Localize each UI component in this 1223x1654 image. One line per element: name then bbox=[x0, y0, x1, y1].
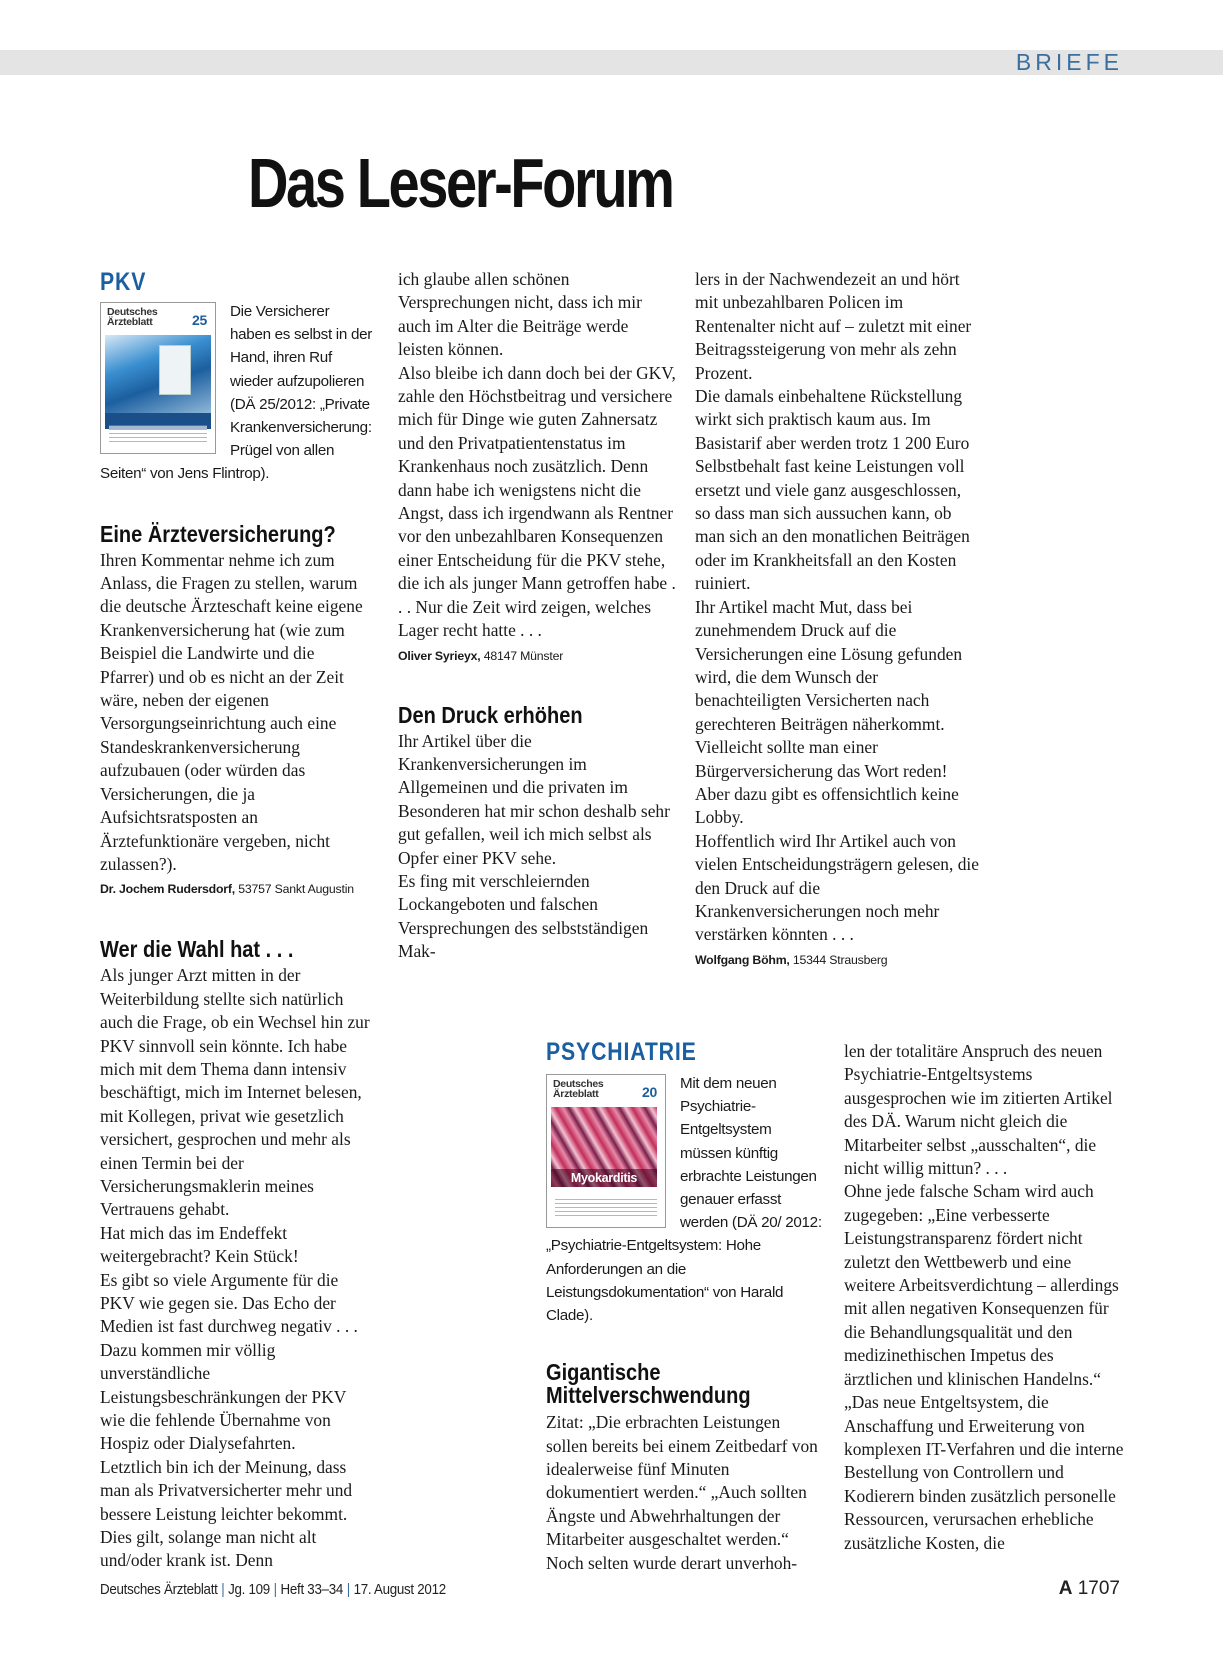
category-psychiatrie: PSYCHIATRIE bbox=[546, 1038, 697, 1066]
footer-citation: Deutsches Ärzteblatt | Jg. 109 | Heft 33–34 | 17. August 2012 bbox=[100, 1582, 446, 1598]
cover-thumbnail-psychiatrie bbox=[546, 1074, 666, 1228]
letter-headline: Eine Ärzteversicherung? bbox=[100, 520, 336, 547]
letter-headline: Gigantische Mittelverschwendung bbox=[546, 1359, 751, 1409]
column-3 bbox=[695, 268, 980, 970]
letter-body: Ihr Artikel über die Krankenversicherungen im Allgemeinen und die privaten im Besonderen hat mir schon deshalb sehr gut gefallen, weil ich mich selbst als Opfer einer PKV sehe. Es fing mit verschleiernden Lockangeboten und falschen Versprechungen des selbstständigen Mak- bbox=[398, 730, 670, 962]
letter-body: ich glaube allen schönen Versprechungen nicht, dass ich mir auch im Alter die Beiträge werde leisten können. Also bleibe ich dann doch bei der GKV, zahle den Höchstbeitrag und versichere mich für Dinge wie guten Zahnersatz und den Privatpatientenstatus im Krankenhaus noch zusätzlich. Denn dann habe ich wenigstens nicht die Angst, dass ich irgendwann als Rentner vor den unbezahlbaren Konsequenzen einer Entscheidung für die PKV stehe, die ich als junger Mann getroffen habe . . . Nur die Zeit wird zeigen, welches Lager recht hatte . . . bbox=[398, 269, 676, 641]
letter-signature: Oliver Syrieyx, 48147 Münster bbox=[398, 648, 564, 663]
letter-body: Ihren Kommentar nehme ich zum Anlass, die Fragen zu stellen, warum die deutsche Ärzteschaft keine eigene Krankenversicherung hat (wie zum Beispiel die Landwirte und die Pfarrer) und ob es nicht an der Zeit wäre, neben der eigenen Versorgungseinrichtung auch eine Standeskrankenversicherung aufzubauen (oder würden das Versicherungen, die ja Aufsichtsratsposten an Ärztefunktionäre vergeben, nicht zulassen?). bbox=[100, 549, 363, 874]
cover-thumbnail-pkv bbox=[100, 302, 216, 454]
psychiatrie-intro-text: Mit dem neuen Psychiatrie-Entgeltsystem müssen künftig erbrachte Leistungen genauer erfasst werden (DÄ 20/ 2012: „Psychiatrie-Entgeltsystem: Hohe Anforderungen an die Leistungsdokumentation“ von Harald Clade). bbox=[546, 1075, 822, 1325]
letter-headline: Den Druck erhöhen bbox=[398, 701, 583, 728]
psychiatrie-column-1 bbox=[546, 1038, 822, 1575]
category-pkv: PKV bbox=[100, 268, 147, 296]
cover-photo bbox=[105, 335, 211, 413]
psychiatrie-intro-block bbox=[546, 1072, 822, 1327]
column-1 bbox=[100, 268, 372, 1573]
letter-signature: Wolfgang Böhm, 15344 Strausberg bbox=[695, 952, 888, 967]
pkv-intro-block bbox=[100, 300, 372, 486]
page-number: A 1707 bbox=[1058, 1578, 1120, 1599]
letter-headline: Wer die Wahl hat . . . bbox=[100, 936, 294, 963]
letter-body: Als junger Arzt mitten in der Weiterbildung stellte sich natürlich auch die Frage, ob ein Wechsel hin zur PKV sinnvoll sein könnte. Ich habe mich mit dem Thema dann intensiv beschäftigt, mich im Internet belesen, mit Kollegen, privat wie gesetzlich versichert, gesprochen und mehr als einen Termin bei der Versicherungsmaklerin meines Vertrauens gehabt. Hat mich das im Endeffekt weitergebracht? Kein Stück! Es gibt so viele Argumente für die PKV wie gegen sie. Das Echo der Medien ist fast durchweg negativ . . . Dazu kommen mir völlig unverständliche Leistungsbeschränkungen der PKV wie die fehlende Übernahme von Hospiz oder Dialysefahrten. Letztlich bin ich der Meinung, dass man als Privatversicherter mehr und bessere Leistung leichter bekommt. Dies gilt, solange man nicht alt und/oder krank ist. Denn bbox=[100, 965, 370, 1571]
section-label: BRIEFE bbox=[1015, 49, 1123, 75]
letter-body: Zitat: „Die erbrachten Leistungen sollen bereits bei einem Zeitbedarf von idealerweise fünf Minuten dokumentiert werden.“ „Auch sollten Ängste und Abwehrhaltungen der Mitarbeiter ausgeschaltet werden.“ Noch selten wurde derart unverhoh- bbox=[546, 1412, 818, 1573]
psychiatrie-column-2 bbox=[844, 1040, 1124, 1555]
letter-signature: Dr. Jochem Rudersdorf, 53757 Sankt Augustin bbox=[100, 882, 354, 897]
cover-brand: Deutsches Ärzteblatt bbox=[107, 306, 158, 328]
cover-brand: Deutsches Ärzteblatt bbox=[553, 1078, 604, 1100]
column-2 bbox=[398, 268, 678, 964]
letter-body: len der totalitäre Anspruch des neuen Psychiatrie-Entgeltsystems ausgesprochen wie im zitierten Artikel des DÄ. Warum nicht gleich die Mitarbeiter selbst „ausschalten“, die nicht willig mittun? . . . Ohne jede falsche Scham wird auch zugegeben: „Eine verbesserte Leistungstransparenz fördert nicht zuletzt den Wettbewerb und eine weitere Arbeitsverdichtung – allerdings mit allen negativen Konsequenzen für die Behandlungsqualität und den medizinethischen Impetus des ärztlichen und klinischen Handelns.“ „Das neue Entgeltsystem, die Anschaffung und Erweiterung von komplexen IT-Verfahren und die interne Bestellung von Controllern und Kodierern binden zusätzlich personelle Ressourcen, verursachen erhebliche zusätzliche Kosten, die bbox=[844, 1041, 1124, 1553]
cover-headline: Myokarditis bbox=[551, 1169, 657, 1187]
page-title: Das Leser-Forum bbox=[248, 144, 673, 222]
cover-issue: 20 bbox=[642, 1084, 657, 1100]
cover-issue: 25 bbox=[192, 312, 207, 328]
letter-body: lers in der Nachwendezeit an und hört mit unbezahlbaren Policen im Rentenalter nicht auf – zuletzt mit einer Beitragssteigerung von mehr als zehn Prozent. Die damals einbehaltene Rückstellung wirkt sich praktisch kaum aus. Im Basistarif aber werden trotz 1 200 Euro Selbstbehalt fast keine Leistungen voll ersetzt und viele ganz ausgeschlossen, so dass man sich aussuchen kann, ob man sich an den monatlichen Beiträgen oder im Krankheitsfall an den Kosten ruiniert. Ihr Artikel macht Mut, dass bei zunehmendem Druck auf die Versicherungen eine Lösung gefunden wird, die dem Wunsch der benachteiligten Versicherten nach gerechteren Beiträgen näherkommt. Vielleicht sollte man einer Bürgerversicherung das Wort reden! Aber dazu gibt es offensichtlich keine Lobby. Hoffentlich wird Ihr Artikel auch von vielen Entscheidungsträgern gelesen, die den Druck auf die Krankenversicherungen noch mehr verstärken könnten . . . bbox=[695, 269, 979, 945]
pkv-intro-text: Die Versicherer haben es selbst in der Hand, ihren Ruf wieder aufzupolieren (DÄ 25/2012: „Private Krankenversicherung: Prügel von allen Seiten“ von Jens Flintrop). bbox=[100, 303, 372, 483]
